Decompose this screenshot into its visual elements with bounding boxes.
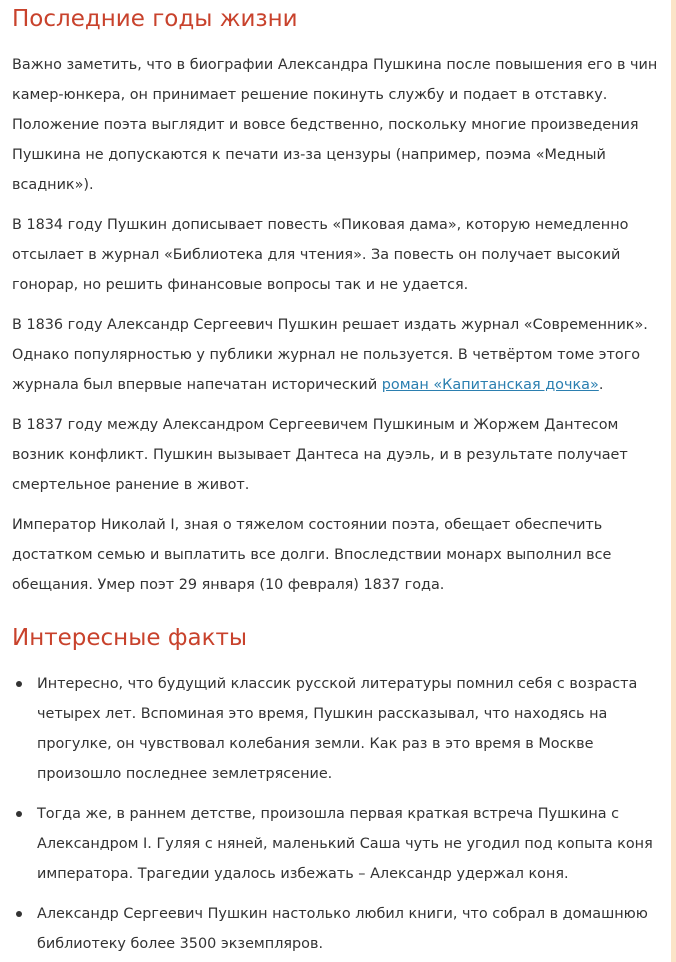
list-item (12, 799, 662, 889)
list-item (12, 669, 662, 789)
bullet-icon (16, 911, 22, 917)
bullet-icon (16, 811, 22, 817)
facts-list (12, 669, 662, 959)
paragraph-sovremennik (12, 310, 662, 400)
page-right-border (671, 0, 676, 962)
paragraph-queen-of-spades: В 1834 году Пушкин дописывает повесть «Пиковая дама», которую немедленно отсылает в журнал «Библиотека для чтения». За повесть он получает высокий гонорар, но решить финансовые вопросы так и не удается. (12, 217, 629, 293)
list-item (12, 899, 662, 959)
article-content (12, 0, 662, 962)
paragraph-duel: В 1837 году между Александром Сергеевичем Пушкиным и Жоржем Дантесом возник конфликт. Пушкин вызывает Дантеса на дуэль, и в результате получает смертельное ранение в живот. (12, 417, 628, 493)
section-title-last-years: Последние годы жизни (12, 6, 298, 32)
paragraph-death: Император Николай I, зная о тяжелом состоянии поэта, обещает обеспечить достатком семью и выплатить все долги. Впоследствии монарх выполнил все обещания. Умер поэт 29 января (10 февраля) 1837 года. (12, 517, 612, 593)
bullet-icon (16, 681, 22, 687)
paragraph-text-before-link: В 1836 году Александр Сергеевич Пушкин решает издать журнал «Современник». Однако популярностью у публики журнал не пользуется. В четвёртом томе этого журнала был впервые напечатан исторический (12, 317, 648, 393)
section-title-interesting-facts: Интересные факты (12, 625, 248, 651)
fact-text: Интересно, что будущий классик русской литературы помнил себя с возраста четырех лет. Вспоминая это время, Пушкин рассказывал, что находясь на прогулке, он чувствовал колебания земли. Как раз в это время в Москве произошло последнее землетрясение. (37, 676, 638, 782)
fact-text: Тогда же, в раннем детстве, произошла первая краткая встреча Пушкина с Александром I. Гуляя с няней, маленький Саша чуть не угодил под копыта коня императора. Трагедии удалось избежать – Александр удержал коня. (37, 806, 653, 882)
captains-daughter-link[interactable]: роман «Капитанская дочка» (381, 377, 599, 393)
paragraph-text-after-link: . (598, 377, 604, 393)
fact-text: Александр Сергеевич Пушкин настолько любил книги, что собрал в домашнюю библиотеку более 3500 экземпляров. (37, 906, 648, 952)
paragraph-resignation: Важно заметить, что в биографии Александра Пушкина после повышения его в чин камер-юнкера, он принимает решение покинуть службу и подает в отставку. Положение поэта выглядит и вовсе бедственно, поскольку многие произведения Пушкина не допускаются к печати из-за цензуры (например, поэма «Медный всадник»). (12, 57, 658, 193)
